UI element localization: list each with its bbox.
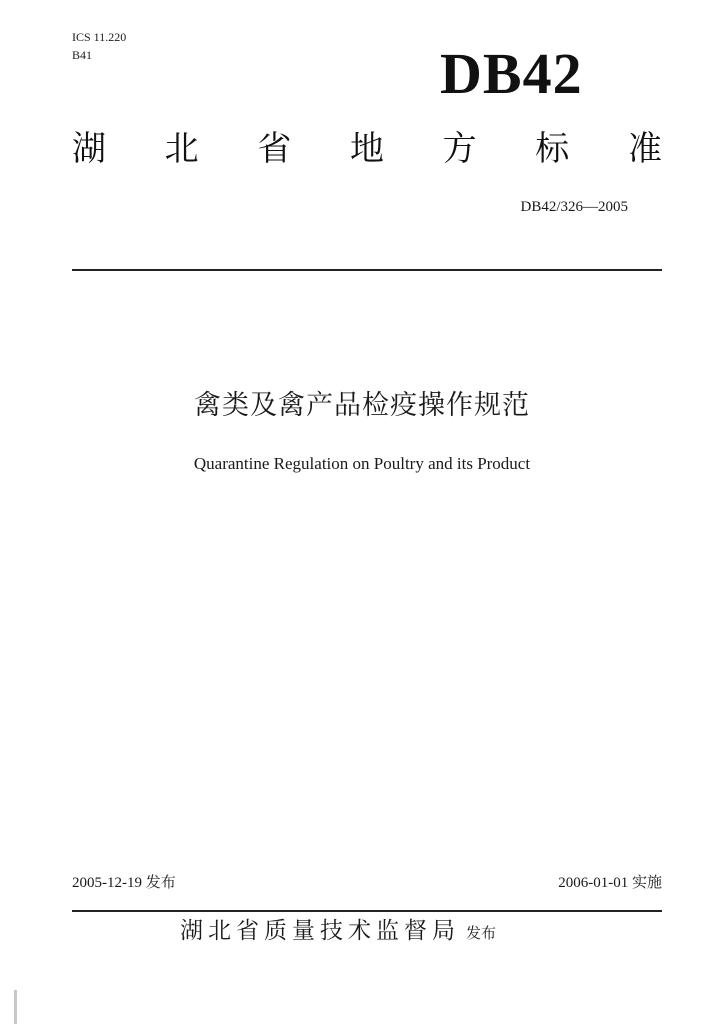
- bottom-divider: [72, 910, 662, 912]
- document-title-chinese: 禽类及禽产品检疫操作规范: [194, 390, 530, 421]
- standard-number: DB42/326—2005: [520, 199, 628, 215]
- document-title-english: Quarantine Regulation on Poultry and its Product: [193, 454, 531, 473]
- standard-code-logo: DB42: [440, 41, 583, 106]
- ccs-code: B41: [72, 48, 93, 62]
- standard-type-char: 方: [442, 129, 477, 169]
- publisher-organization: 湖北省质量技术监督局: [180, 918, 460, 944]
- standard-type-char: 准: [627, 129, 662, 169]
- publisher-action: 发布: [466, 924, 497, 942]
- standard-type-char: 湖: [72, 129, 106, 169]
- standard-type-heading: [72, 127, 662, 171]
- issue-date: 2005-12-19 发布: [72, 875, 176, 891]
- implementation-date: 2006-01-01 实施: [558, 875, 662, 891]
- publisher-line: [180, 914, 496, 950]
- scan-edge-mark: [14, 990, 17, 1024]
- top-divider: [72, 269, 662, 271]
- standard-type-char: 省: [257, 129, 292, 169]
- standard-type-char: 北: [164, 129, 199, 169]
- standard-type-char: 标: [535, 129, 570, 169]
- ics-code: ICS 11.220: [72, 30, 127, 44]
- standard-type-char: 地: [349, 129, 384, 169]
